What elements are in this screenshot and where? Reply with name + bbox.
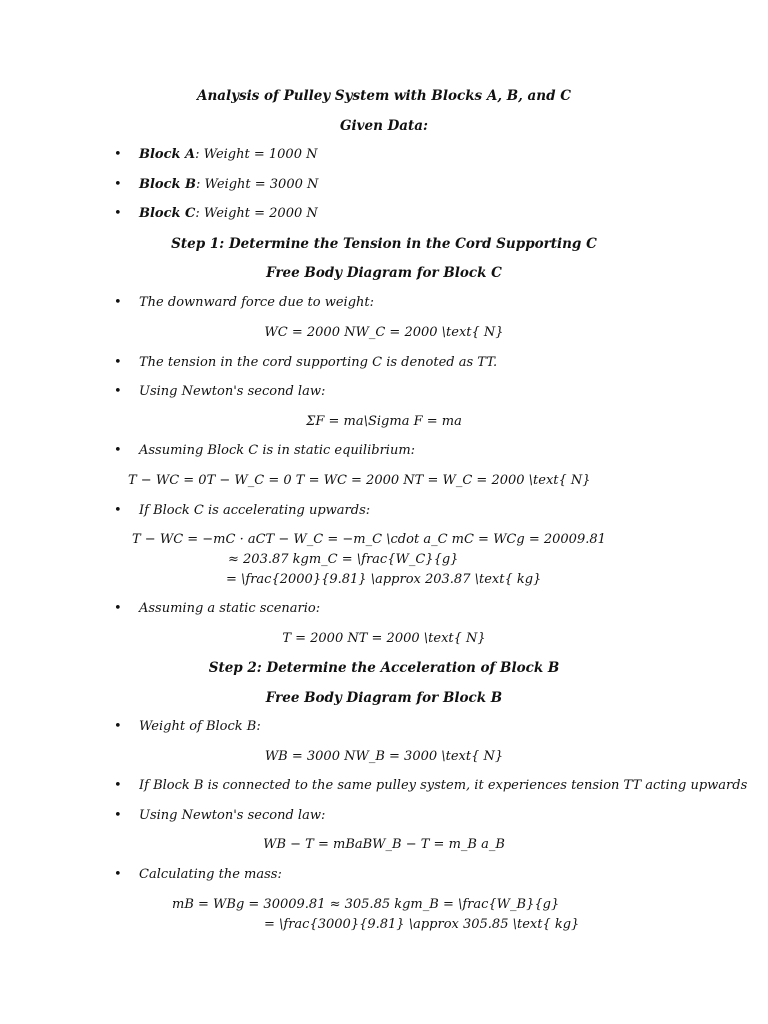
step1-equation-4-line-2: ≈ 203.87 kgm_C = \frac{W_C}{g} (228, 552, 459, 567)
step2-equation-3-line-1: mB = WBg = 30009.81 ≈ 305.85 kgm_B = \frac{W_B}{g} (172, 897, 560, 912)
step2-equation-2: WB − T = mBaBW_B − T = m_B a_B (263, 837, 505, 852)
step1-equation-2: ΣF = ma\Sigma F = ma (306, 414, 462, 429)
bullet-icon: • (114, 355, 122, 370)
bullet-icon: • (114, 384, 122, 399)
given-value: : Weight = 1000 N (195, 147, 318, 162)
step1-equation-4-line-3: = \frac{2000}{9.81} \approx 203.87 \text{ kg} (226, 572, 542, 587)
bullet-icon: • (114, 443, 122, 458)
step2-heading: Step 2: Determine the Acceleration of Block B (208, 660, 560, 676)
bullet-icon: • (114, 867, 122, 882)
given-label: Block C (139, 206, 196, 221)
document-title: Analysis of Pulley System with Blocks A, B, and C (197, 88, 571, 104)
bullet-icon: • (114, 808, 122, 823)
bullet-icon: • (114, 206, 122, 221)
given-value: : Weight = 2000 N (195, 206, 318, 221)
step1-fbd-heading: Free Body Diagram for Block C (266, 265, 502, 281)
bullet-icon: • (114, 719, 122, 734)
given-label: Block B (139, 177, 197, 192)
step1-heading: Step 1: Determine the Tension in the Cord Supporting C (171, 236, 597, 252)
bullet-icon: • (114, 601, 122, 616)
step1-equation-1: WC = 2000 NW_C = 2000 \text{ N} (264, 325, 504, 340)
given-data-heading: Given Data: (339, 118, 429, 134)
step1-equation-3: T − WC = 0T − W_C = 0 T = WC = 2000 NT = W_C = 2000 \text{ N} (128, 473, 591, 488)
step2-equation-3-line-2: = \frac{3000}{9.81} \approx 305.85 \text{ kg} (264, 917, 580, 932)
given-value: : Weight = 3000 N (196, 177, 319, 192)
given-label: Block A (139, 147, 196, 162)
bullet-icon: • (114, 177, 122, 192)
bullet-icon: • (114, 295, 122, 310)
document-page: Analysis of Pulley System with Blocks A, B, and C Given Data: • Block A: Weight = 1000 N • Block B: Weight = 3000 N • Block C: Weight = 2000 N Step 1: Determine the Tension in the Cord Supporting C Free Body Diagram for Block C • The downward force due to weight: WC = 2000 NW_C = 2000 \text{ N} • The tension in the cord supporting C is denoted as TT. • Using Newton's second law: ΣF = ma\Sigma F = ma • Assuming Block C is in static equilibrium: T − WC = 0T − W_C = 0 T = WC = 2000 NT = W_C = 2000 \text{ N} • If Block C is accelerating upwards: T − WC = −mC · aCT − W_C = −m_C \cdot a_C mC = WCg = 20009.81 ≈ 203.87 kgm_C = \frac{W_C}{g} = \frac{2000}{9.81} \approx 203.87 \text{ kg} • Assuming a static scenario: T = 2000 NT = 2000 \text{ N} Step 2: Determine the Acceleration of Block B Free Body Diagram for Block B • Weight of Block B: WB = 3000 NW_B = 3000 \text{ N} • If Block B is connected to the same pulley system, it experiences tension TT acting upwards • Using Newton's second law: WB − T = mBaBW_B − T = m_B a_B • Calculating the mass: mB = WBg = 30009.81 ≈ 305.85 kgm_B = \frac{W_B}{g} = \frac{3000}{9.81} \approx 305.85 \text{ kg} (0, 0, 768, 1024)
step2-equation-1: WB = 3000 NW_B = 3000 \text{ N} (264, 749, 504, 764)
bullet-icon: • (114, 778, 122, 793)
step1-equation-5: T = 2000 NT = 2000 \text{ N} (282, 631, 486, 646)
bullet-icon: • (114, 147, 122, 162)
step1-equation-4-line-1: T − WC = −mC · aCT − W_C = −m_C \cdot a_C mC = WCg = 20009.81 (132, 532, 606, 547)
step2-fbd-heading: Free Body Diagram for Block B (265, 690, 503, 706)
bullet-icon: • (114, 503, 122, 518)
